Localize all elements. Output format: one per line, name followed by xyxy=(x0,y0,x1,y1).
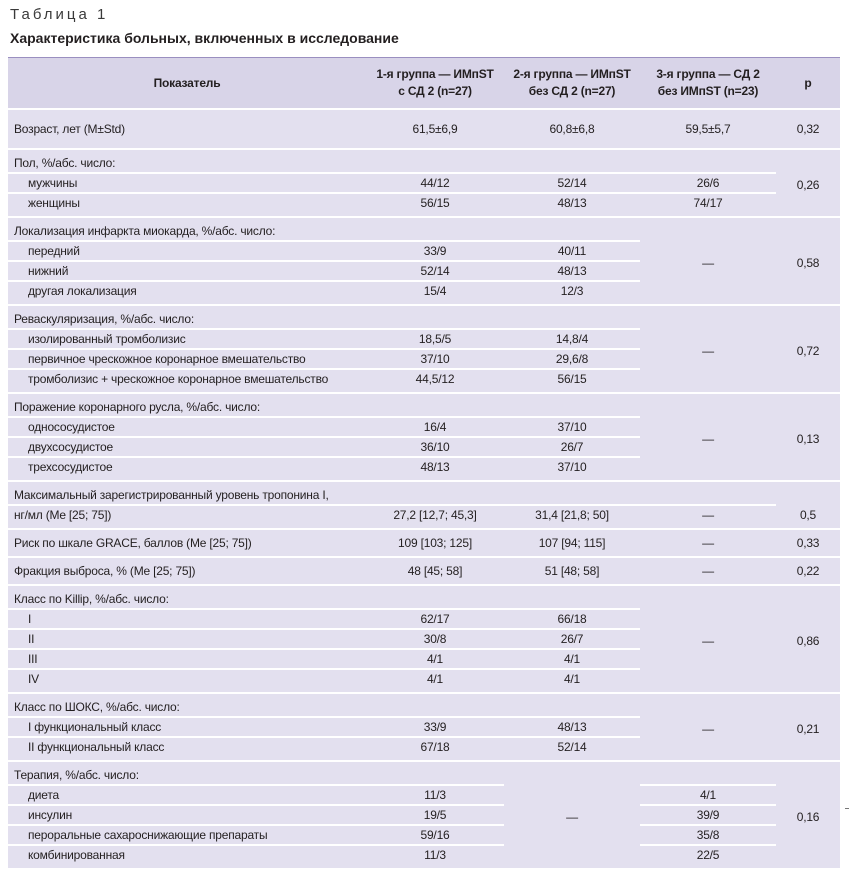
group-ejection-fraction xyxy=(8,557,840,585)
header-group-3 xyxy=(640,58,776,110)
cell-group-2: 51 [48; 58] xyxy=(504,557,640,585)
row-label: Класс по Killip, %/абс. число: xyxy=(8,585,366,609)
cell-group-2: 40/11 xyxy=(504,241,640,261)
group-coronary-lesion xyxy=(8,393,840,481)
row-label: II xyxy=(8,629,366,649)
row-label: передний xyxy=(8,241,366,261)
cell-group-3: — xyxy=(640,217,776,305)
cell-group-1: 18,5/5 xyxy=(366,329,504,349)
cell-group-2: 60,8±6,8 xyxy=(504,109,640,149)
cell-group-1: 11/3 xyxy=(366,845,504,869)
cell-group-1: 56/15 xyxy=(366,193,504,217)
cell-group-2: 48/13 xyxy=(504,717,640,737)
cell-group-3: — xyxy=(640,585,776,693)
header-group-2 xyxy=(504,58,640,110)
cell-group-1: 36/10 xyxy=(366,437,504,457)
cell-group-3: 22/5 xyxy=(640,845,776,869)
cell-group-2: 29,6/8 xyxy=(504,349,640,369)
cell-group-1: 33/9 xyxy=(366,717,504,737)
cell-group-2: 4/1 xyxy=(504,669,640,693)
group-therapy xyxy=(8,761,840,869)
row-label: трехсосудистое xyxy=(8,457,366,481)
table-row xyxy=(8,845,840,869)
cell-group-2: 107 [94; 115] xyxy=(504,529,640,557)
cell-group-1: 44/12 xyxy=(366,173,504,193)
row-label: IV xyxy=(8,669,366,693)
cell-group-3: — xyxy=(640,505,776,529)
margin-tick xyxy=(845,808,849,809)
row-label: другая локализация xyxy=(8,281,366,305)
row-label: Терапия, %/абс. число: xyxy=(8,761,366,785)
table-row xyxy=(8,785,840,805)
cell-group-2: 48/13 xyxy=(504,261,640,281)
cell-group-1: 37/10 xyxy=(366,349,504,369)
row-label: II функциональный класс xyxy=(8,737,366,761)
cell-group-1: 11/3 xyxy=(366,785,504,805)
row-label: I xyxy=(8,609,366,629)
cell-group-1: 27,2 [12,7; 45,3] xyxy=(366,505,504,529)
row-label: инсулин xyxy=(8,805,366,825)
cell-p: 0,58 xyxy=(776,217,840,305)
table-row xyxy=(8,173,840,193)
row-label-continued: нг/мл (Me [25; 75]) xyxy=(8,505,366,529)
cell-group-3: 39/9 xyxy=(640,805,776,825)
cell-group-1: 61,5±6,9 xyxy=(366,109,504,149)
cell-p: 0,72 xyxy=(776,305,840,393)
row-label: I функциональный класс xyxy=(8,717,366,737)
cell-p: 0,16 xyxy=(776,761,840,869)
table-header-row xyxy=(8,58,840,110)
row-label: однососудистое xyxy=(8,417,366,437)
row-label: первичное чрескожное коронарное вмешательство xyxy=(8,349,366,369)
table-row xyxy=(8,825,840,845)
cell-group-1: 4/1 xyxy=(366,649,504,669)
cell-group-2: 37/10 xyxy=(504,457,640,481)
cell-group-1: 33/9 xyxy=(366,241,504,261)
cell-group-2: 66/18 xyxy=(504,609,640,629)
cell-p: 0,33 xyxy=(776,529,840,557)
table-title: Характеристика больных, включенных в исследование xyxy=(10,30,399,46)
cell-group-2: 12/3 xyxy=(504,281,640,305)
cell-group-2: 52/14 xyxy=(504,737,640,761)
cell-group-1: 44,5/12 xyxy=(366,369,504,393)
cell-p: 0,26 xyxy=(776,149,840,217)
cell-group-3: 26/6 xyxy=(640,173,776,193)
table-row xyxy=(8,529,840,557)
cell-group-3: 35/8 xyxy=(640,825,776,845)
group-mi-localization xyxy=(8,217,840,305)
row-label: Фракция выброса, % (Me [25; 75]) xyxy=(8,557,366,585)
header-group-3-line1: 3-я группа — СД 2 xyxy=(656,67,760,81)
group-shoks xyxy=(8,693,840,761)
row-label: Поражение коронарного русла, %/абс. число: xyxy=(8,393,366,417)
row-label: Реваскуляризация, %/абс. число: xyxy=(8,305,366,329)
cell-group-2: 4/1 xyxy=(504,649,640,669)
cell-group-1: 15/4 xyxy=(366,281,504,305)
cell-group-1: 52/14 xyxy=(366,261,504,281)
table-row xyxy=(8,481,840,505)
row-label: Возраст, лет (M±Std) xyxy=(8,109,366,149)
cell-group-1: 19/5 xyxy=(366,805,504,825)
row-label: диета xyxy=(8,785,366,805)
group-revascularization xyxy=(8,305,840,393)
row-label: Риск по шкале GRACE, баллов (Me [25; 75]) xyxy=(8,529,366,557)
row-label: Локализация инфаркта миокарда, %/абс. число: xyxy=(8,217,366,241)
row-label: Пол, %/абс. число: xyxy=(8,149,366,173)
cell-group-3: — xyxy=(640,529,776,557)
group-sex xyxy=(8,149,840,217)
cell-group-1: 67/18 xyxy=(366,737,504,761)
cell-group-3: 4/1 xyxy=(640,785,776,805)
table-row xyxy=(8,193,840,217)
row-label: женщины xyxy=(8,193,366,217)
row-label: комбинированная xyxy=(8,845,366,869)
row-label: Класс по ШОКС, %/абс. число: xyxy=(8,693,366,717)
header-group-1 xyxy=(366,58,504,110)
cell-group-2: — xyxy=(504,761,640,869)
group-killip xyxy=(8,585,840,693)
cell-p: 0,21 xyxy=(776,693,840,761)
cell-group-1: 16/4 xyxy=(366,417,504,437)
cell-group-1: 48 [45; 58] xyxy=(366,557,504,585)
row-label: двухсосудистое xyxy=(8,437,366,457)
cell-group-3: — xyxy=(640,305,776,393)
cell-group-1: 30/8 xyxy=(366,629,504,649)
table-row xyxy=(8,217,840,241)
row-label: Максимальный зарегистрированный уровень тропонина I, xyxy=(8,481,366,505)
table-caption-label: Таблица 1 xyxy=(10,6,109,23)
cell-group-2: 37/10 xyxy=(504,417,640,437)
table-row xyxy=(8,109,840,149)
row-label: тромболизис + чрескожное коронарное вмешательство xyxy=(8,369,366,393)
header-group-3-line2: без ИМпST (n=23) xyxy=(657,84,759,98)
table-row xyxy=(8,761,840,785)
row-label: нижний xyxy=(8,261,366,281)
cell-group-1: 4/1 xyxy=(366,669,504,693)
cell-group-2: 52/14 xyxy=(504,173,640,193)
header-group-2-line2: без СД 2 (n=27) xyxy=(528,84,616,98)
cell-group-3: 74/17 xyxy=(640,193,776,217)
cell-group-3: — xyxy=(640,393,776,481)
header-group-1-line1: 1-я группа — ИМпST xyxy=(376,67,494,81)
cell-p: 0,22 xyxy=(776,557,840,585)
cell-group-1: 109 [103; 125] xyxy=(366,529,504,557)
cell-group-3: — xyxy=(640,693,776,761)
cell-group-2: 48/13 xyxy=(504,193,640,217)
header-group-1-line2: с СД 2 (n=27) xyxy=(398,84,472,98)
header-indicator: Показатель xyxy=(8,58,366,110)
cell-p: 0,86 xyxy=(776,585,840,693)
cell-group-3: — xyxy=(640,557,776,585)
cell-group-2: 31,4 [21,8; 50] xyxy=(504,505,640,529)
row-label: мужчины xyxy=(8,173,366,193)
cell-group-3: 59,5±5,7 xyxy=(640,109,776,149)
cell-p: 0,32 xyxy=(776,109,840,149)
cell-p: 0,5 xyxy=(776,481,840,529)
group-troponin xyxy=(8,481,840,529)
cell-group-1: 48/13 xyxy=(366,457,504,481)
cell-group-1: 62/17 xyxy=(366,609,504,629)
table-row xyxy=(8,305,840,329)
row-label: изолированный тромболизис xyxy=(8,329,366,349)
group-grace xyxy=(8,529,840,557)
table-row xyxy=(8,149,840,173)
row-label: III xyxy=(8,649,366,669)
table-row xyxy=(8,505,840,529)
header-group-2-line1: 2-я группа — ИМпST xyxy=(513,67,631,81)
cell-group-2: 26/7 xyxy=(504,437,640,457)
table-row xyxy=(8,805,840,825)
table-row xyxy=(8,557,840,585)
header-p: p xyxy=(776,58,840,110)
characteristics-table xyxy=(8,57,840,870)
cell-p: 0,13 xyxy=(776,393,840,481)
row-label: пероральные сахароснижающие препараты xyxy=(8,825,366,845)
table-row xyxy=(8,585,840,609)
cell-group-2: 14,8/4 xyxy=(504,329,640,349)
cell-group-1: 59/16 xyxy=(366,825,504,845)
cell-group-2: 26/7 xyxy=(504,629,640,649)
table-row xyxy=(8,693,840,717)
cell-group-2: 56/15 xyxy=(504,369,640,393)
group-age xyxy=(8,109,840,149)
table-row xyxy=(8,393,840,417)
